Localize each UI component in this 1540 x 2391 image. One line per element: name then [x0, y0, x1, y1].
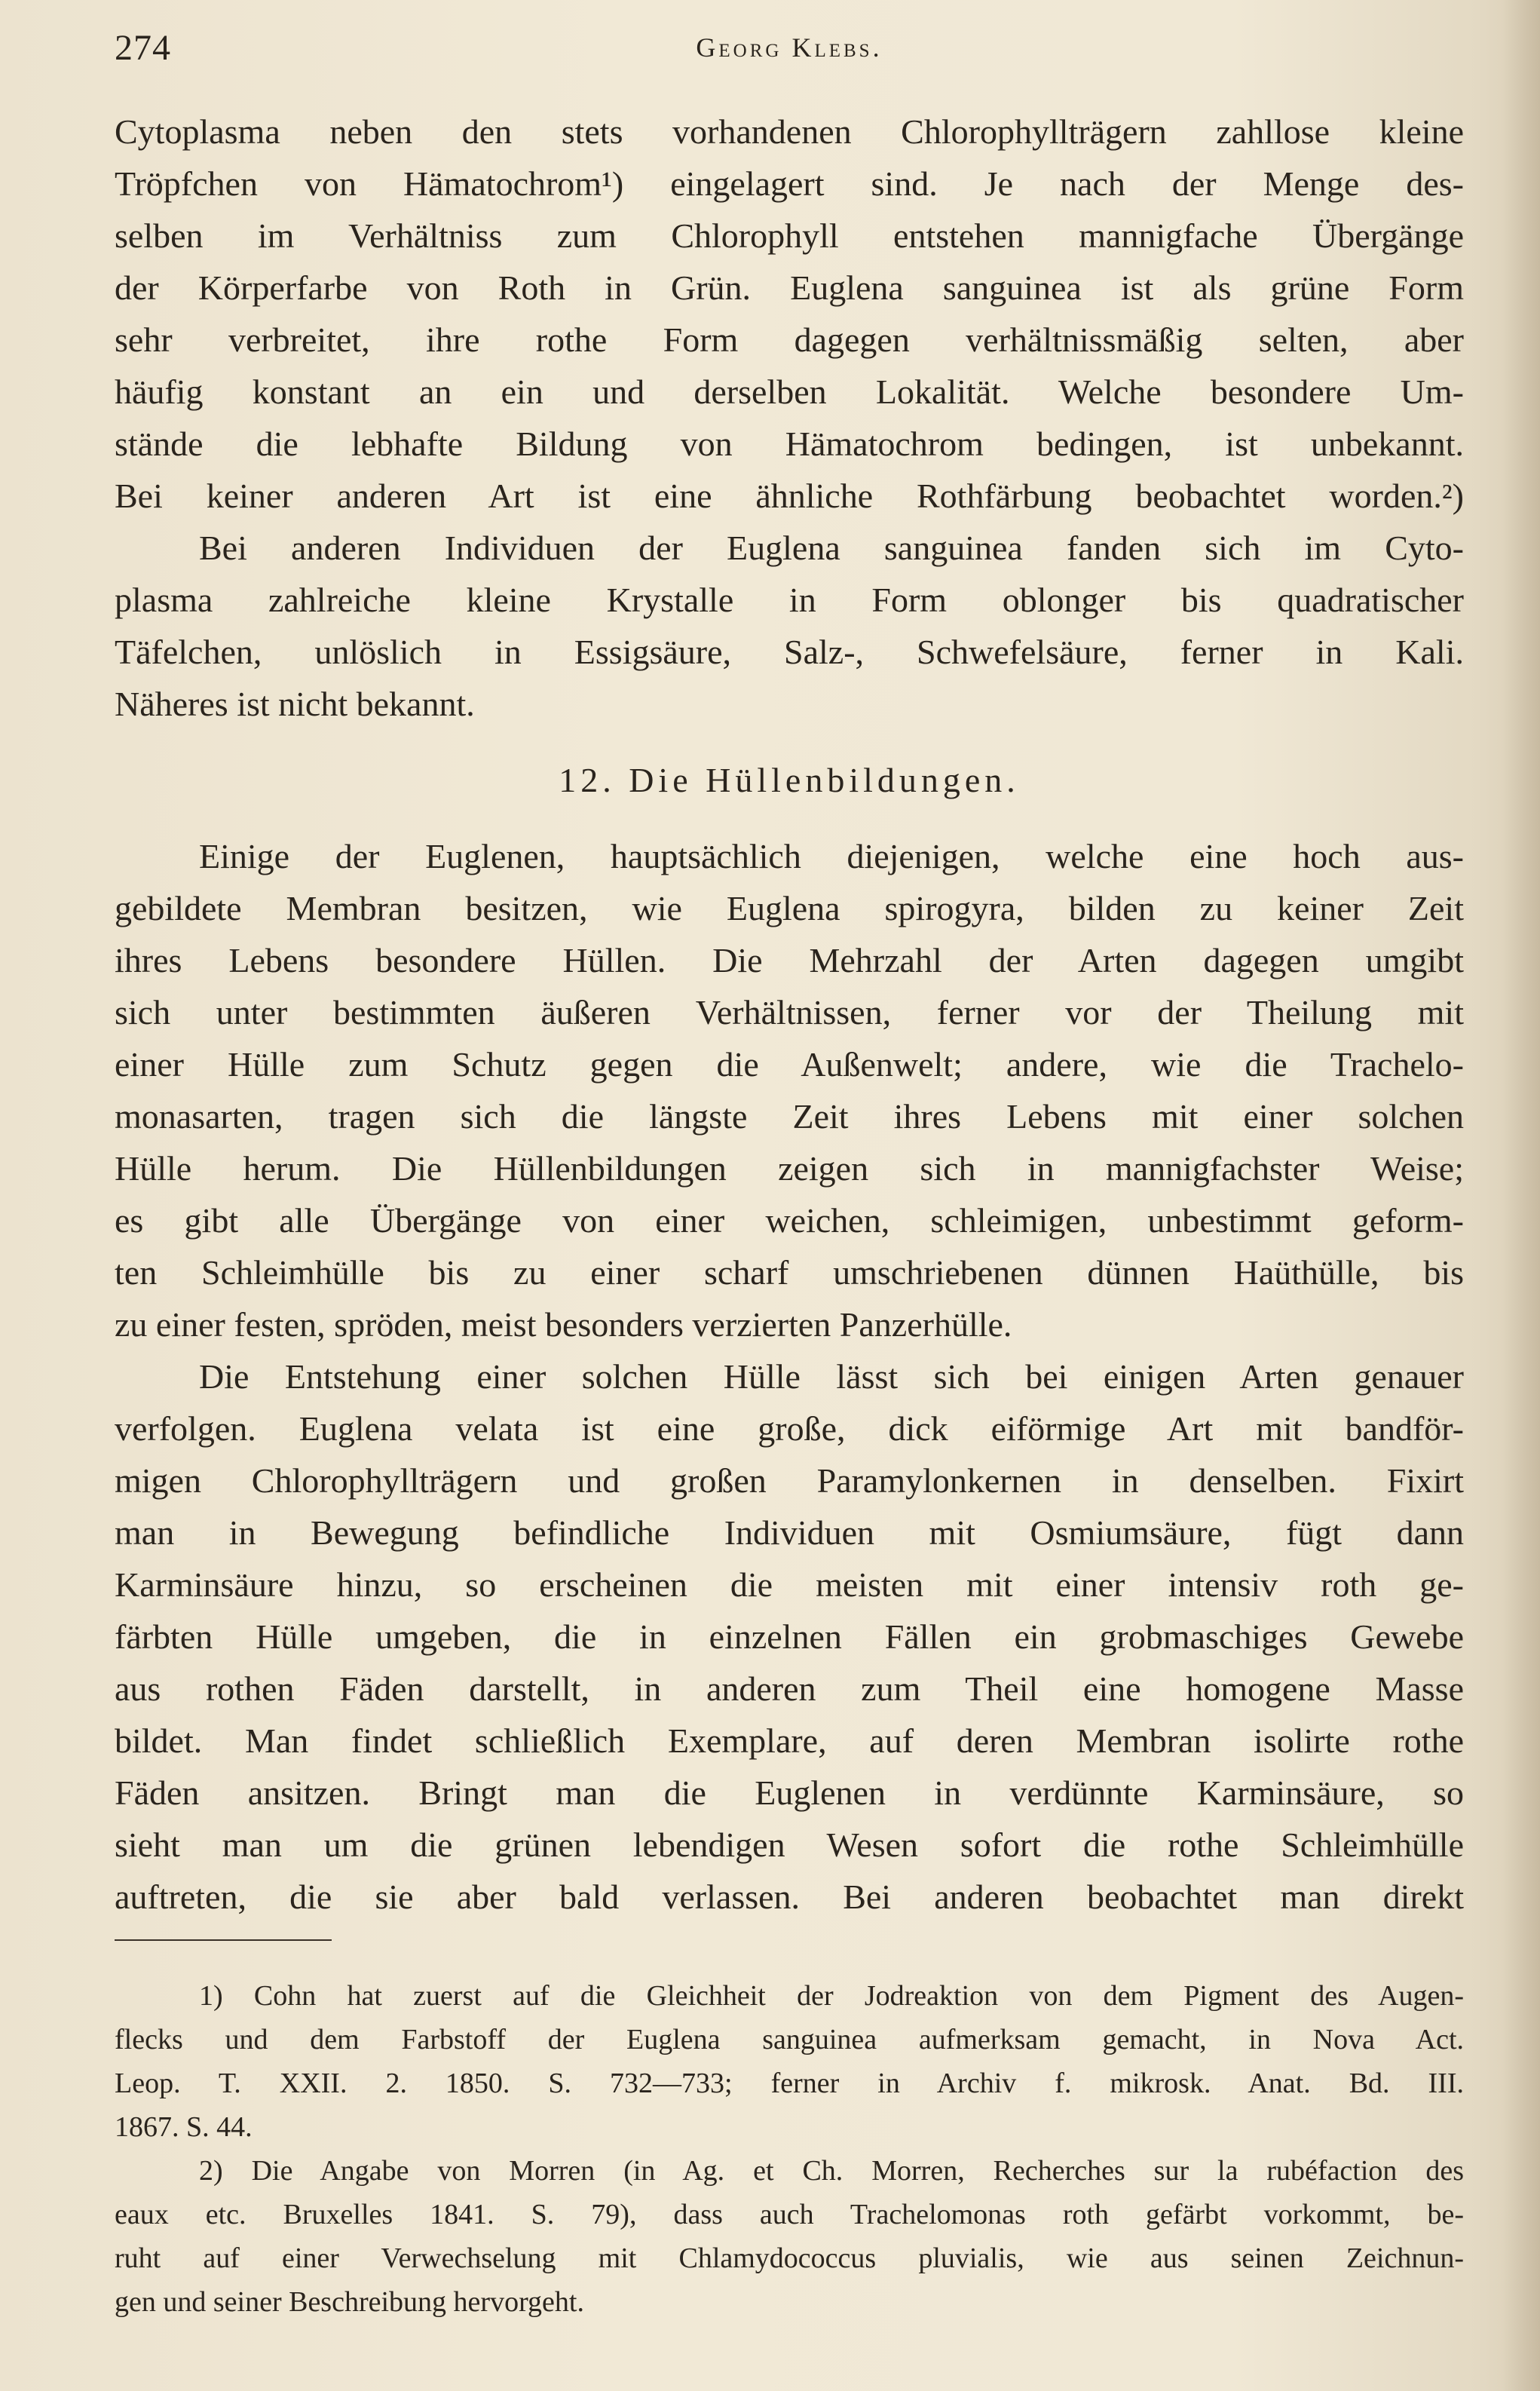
text-line: Bei anderen Individuen der Euglena sanguinea fanden sich im Cyto-: [199, 529, 1464, 567]
text-line: aus rothen Fäden darstellt, in anderen zum Theil eine homogene Masse: [115, 1669, 1464, 1708]
text-line: sieht man um die grünen lebendigen Wesen sofort die rothe Schleimhülle: [115, 1825, 1464, 1864]
page-number: 274: [115, 28, 171, 68]
text-line: einer Hülle zum Schutz gegen die Außenwelt; andere, wie die Trachelo-: [115, 1045, 1464, 1084]
text-line: es gibt alle Übergänge von einer weichen, schleimigen, unbestimmt geform-: [115, 1201, 1464, 1240]
body-text: [115, 106, 1464, 1923]
text-line: Karminsäure hinzu, so erscheinen die meisten mit einer intensiv roth ge-: [115, 1565, 1464, 1604]
text-line: Cytoplasma neben den stets vorhandenen Chlorophyllträgern zahllose kleine: [115, 112, 1464, 151]
text-line: sich unter bestimmten äußeren Verhältnissen, ferner vor der Theilung mit: [115, 993, 1464, 1032]
text-line: verfolgen. Euglena velata ist eine große, dick eiförmige Art mit bandför-: [115, 1409, 1464, 1448]
footnote-rule: [115, 1939, 332, 1941]
footnote-line: Leop. T. XXII. 2. 1850. S. 732—733; ferner in Archiv f. mikrosk. Anat. Bd. III.: [115, 2068, 1464, 2099]
text-line: Tröpfchen von Hämatochrom¹) eingelagert sind. Je nach der Menge des-: [115, 164, 1464, 203]
text-line: ten Schleimhülle bis zu einer scharf umschriebenen dünnen Haüthülle, bis: [115, 1253, 1464, 1292]
footnote-line: ruht auf einer Verwechselung mit Chlamydococcus pluvialis, wie aus seinen Zeichnun-: [115, 2242, 1464, 2274]
text-line: sehr verbreitet, ihre rothe Form dagegen verhältnissmäßig selten, aber: [115, 320, 1464, 359]
text-line: auftreten, die sie aber bald verlassen. Bei anderen beobachtet man direkt: [115, 1878, 1464, 1916]
footnote-line: 1867. S. 44.: [115, 2111, 253, 2143]
section-gap: [115, 730, 1464, 754]
text-line: man in Bewegung befindliche Individuen mit Osmiumsäure, fügt dann: [115, 1513, 1464, 1552]
page-spine-shadow: [1502, 0, 1540, 2391]
footnote-line: eaux etc. Bruxelles 1841. S. 79), dass auch Trachelomonas roth gefärbt vorkommt, be-: [115, 2199, 1464, 2230]
text-line: migen Chlorophyllträgern und großen Paramylonkernen in denselben. Fixirt: [115, 1461, 1464, 1500]
text-line: Einige der Euglenen, hauptsächlich diejenigen, welche eine hoch aus-: [199, 837, 1464, 875]
footnote-line: 1) Cohn hat zuerst auf die Gleichheit der Jodreaktion von dem Pigment des Augen-: [199, 1980, 1464, 2012]
text-line: plasma zahlreiche kleine Krystalle in Form oblonger bis quadratischer: [115, 581, 1464, 619]
footnote-line: flecks und dem Farbstoff der Euglena sanguinea aufmerksam gemacht, in Nova Act.: [115, 2024, 1464, 2055]
text-line: häufig konstant an ein und derselben Lokalität. Welche besondere Um-: [115, 372, 1464, 411]
text-line: selben im Verhältniss zum Chlorophyll entstehen mannigfache Übergänge: [115, 216, 1464, 255]
text-line: zu einer festen, spröden, meist besonders verzierten Panzerhülle.: [115, 1305, 1012, 1344]
page-header: [115, 27, 1464, 80]
text-line: bildet. Man findet schließlich Exemplare, auf deren Membran isolirte rothe: [115, 1721, 1464, 1760]
footnote-line: 2) Die Angabe von Morren (in Ag. et Ch. Morren, Recherches sur la rubéfaction des: [199, 2155, 1464, 2187]
text-line: stände die lebhafte Bildung von Hämatochrom bedingen, ist unbekannt.: [115, 425, 1464, 463]
text-line: ihres Lebens besondere Hüllen. Die Mehrzahl der Arten dagegen umgibt: [115, 941, 1464, 979]
section-heading: 12. Die Hüllenbildungen.: [559, 761, 1020, 799]
text-line: monasarten, tragen sich die längste Zeit ihres Lebens mit einer solchen: [115, 1097, 1464, 1136]
section-gap: [115, 806, 1464, 830]
running-head: Georg Klebs.: [696, 32, 883, 63]
text-line: Fäden ansitzen. Bringt man die Euglenen in verdünnte Karminsäure, so: [115, 1773, 1464, 1812]
text-line: gebildete Membran besitzen, wie Euglena spirogyra, bilden zu keiner Zeit: [115, 889, 1464, 927]
text-line: Täfelchen, unlöslich in Essigsäure, Salz-, Schwefelsäure, ferner in Kali.: [115, 633, 1464, 671]
text-line: Hülle herum. Die Hüllenbildungen zeigen sich in mannigfachster Weise;: [115, 1149, 1464, 1188]
text-line: der Körperfarbe von Roth in Grün. Euglena sanguinea ist als grüne Form: [115, 268, 1464, 307]
footnote-line: gen und seiner Beschreibung hervorgeht.: [115, 2286, 584, 2318]
text-line: färbten Hülle umgeben, die in einzelnen Fällen ein grobmaschiges Gewebe: [115, 1617, 1464, 1656]
footnotes: [115, 1974, 1464, 2324]
text-line: Bei keiner anderen Art ist eine ähnliche Rothfärbung beobachtet worden.²): [115, 477, 1464, 515]
text-line: Die Entstehung einer solchen Hülle lässt sich bei einigen Arten genauer: [199, 1357, 1464, 1396]
text-line: Näheres ist nicht bekannt.: [115, 685, 475, 723]
